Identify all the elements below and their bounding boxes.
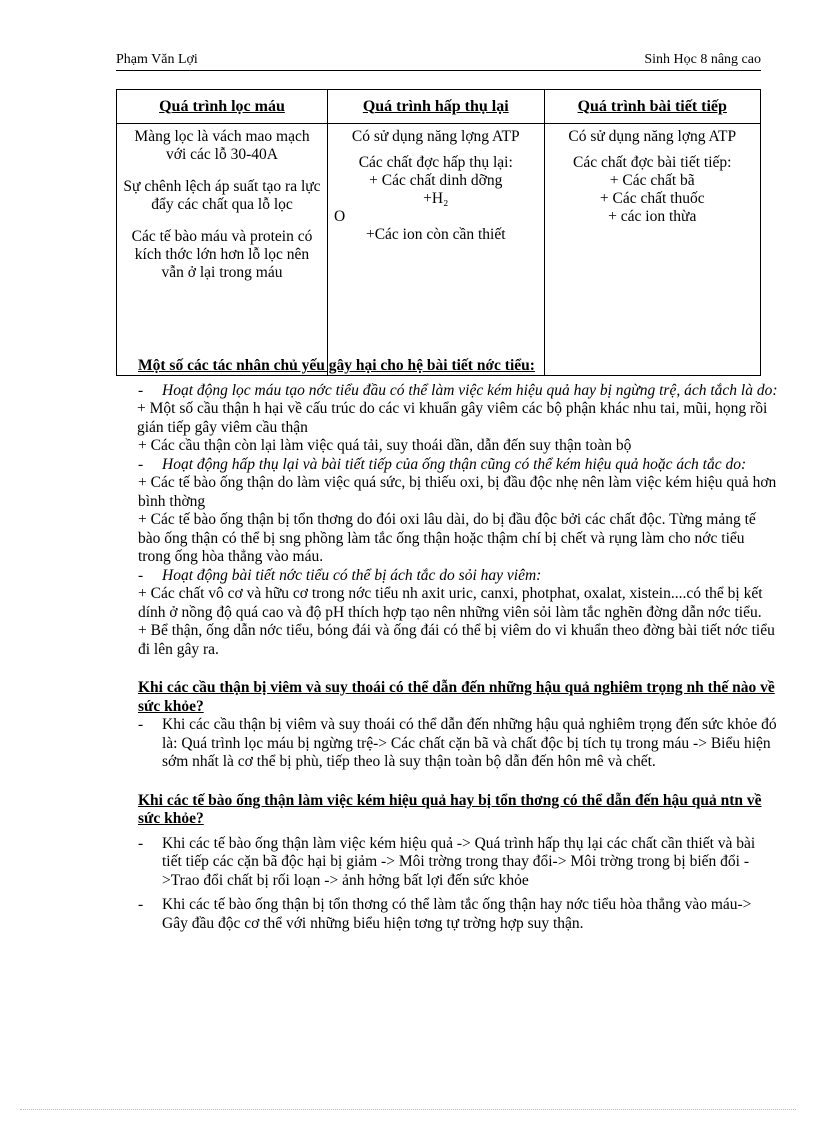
paragraph: + Các chất vô cơ và hữu cơ trong nớc tiểu nh axit uric, canxi, photphat, oxalat, xistein....có thể bị kết dính ở nồng độ quá cao và độ pH thích hợp tạo nên những viên sỏi làm tắc nghẽn đờng dẫn nớc tiểu. [138, 585, 763, 621]
cell-text: Các chất đợc hấp thụ lại: [358, 154, 513, 171]
section-heading: Khi các cầu thận bị viêm và suy thoái có thể dẫn đến những hậu quả nghiêm trọng nh thế nào về sức khỏe? [138, 679, 775, 715]
bullet-paragraph: - Khi các tế bào ống thận làm việc kém hiệu quả -> Quá trình hấp thụ lại các chất cần thiết và bài tiết tiếp các cặn bã độc hại bị giảm -> Môi trờng trong thay đổi-> Môi trờng trong bị biến đổi ->Trao đổi chất bị rối loạn -> ảnh hởng bất lợi đến sức khỏe [138, 835, 778, 891]
cell-text: Có sử dụng năng lợng ATP [351, 128, 520, 145]
paragraph: + Các tế bào ống thận bị tổn thơng do đói oxi lâu dài, do bị đầu độc bởi các chất độc. Từng mảng tế bào ống thận có thể bị sng phồng làm tắc ống thận hoặc thậm chí bị chết và rụng làm cho nớc tiểu trong ống hòa thẳng vào máu. [138, 511, 756, 565]
table-header-filtration: Quá trình lọc máu [117, 90, 328, 124]
paragraph: + Bể thận, ống dẫn nớc tiểu, bóng đái và ống đái có thể bị viêm do vi khuẩn theo đờng bài tiết nớc tiểu đi lên gây ra. [138, 622, 775, 658]
bullet-paragraph: - Khi các tế bào ống thận bị tổn thơng có thể làm tắc ống thận hay nớc tiểu hòa thẳng vào máu-> Gây đầu độc cơ thể với những biểu hiện tơng tự trờng hợp suy thận. [138, 896, 778, 933]
paragraph: + Các cầu thận còn lại làm việc quá tải, suy thoái dần, dẫn đến suy thận toàn bộ [138, 437, 632, 454]
cell-text: Màng lọc là vách mao mạch với các lỗ 30-40A [134, 128, 310, 163]
cell-text: Có sử dụng năng lợng ATP [568, 128, 737, 145]
paragraph: + Các tế bào ống thận do làm việc quá sức, bị thiếu oxi, bị đầu độc nhẹ nên làm việc kém hiệu quả hơn bình thờng [138, 474, 777, 510]
cell-text: O [334, 208, 346, 225]
section-heading: Khi các tế bào ống thận làm việc kém hiệu quả hay bị tổn thơng có thể dẫn đến hậu quả ntn về sức khỏe? [138, 791, 762, 827]
section-heading: Một số các tác nhân chủ yếu gây hại cho hệ bài tiết nớc tiểu: [138, 357, 535, 374]
subject-title: Sinh Học 8 nâng cao [644, 52, 761, 67]
cell-text: Các tế bào máu và protein có kích thớc lớn hơn lỗ lọc nên vẫn ở lại trong máu [131, 228, 313, 281]
italic-bullet: - Hoạt động hấp thụ lại và bài tiết tiếp của ống thận cũng có thể kém hiệu quả hoặc ách tắc do: [138, 456, 778, 475]
author-name: Phạm Văn Lợi [116, 52, 198, 67]
table-cell-filtration [117, 124, 328, 376]
cell-text: Các chất đợc bài tiết tiếp: [573, 154, 732, 171]
page-header [116, 52, 761, 71]
page-footer-line [20, 1109, 796, 1111]
table-cell-secretion [544, 124, 761, 376]
cell-text: +H₂ [423, 190, 449, 207]
process-table [116, 89, 761, 376]
cell-text: + Các chất thuốc [599, 190, 705, 207]
cell-text: + Các chất dinh dỡng [369, 172, 503, 189]
italic-bullet: - Hoạt động lọc máu tạo nớc tiểu đầu có thể làm việc kém hiệu quả hay bị ngừng trệ, ách tắch là do: [138, 382, 778, 401]
table-cell-reabsorption [328, 124, 545, 376]
table-header-reabsorption: Quá trình hấp thụ lại [328, 90, 545, 124]
paragraph: + Một số cầu thận h hại về cấu trúc do các vi khuẩn gây viêm các bộ phận khác nhu tai, mũi, họng rồi gián tiếp gây viêm cầu thận [137, 400, 768, 436]
document-body [138, 357, 778, 933]
cell-text: + Các chất bã [609, 172, 695, 189]
italic-bullet: - Hoạt động bài tiết nớc tiểu có thể bị ách tắc do sỏi hay viêm: [138, 567, 778, 586]
table-header-secretion: Quá trình bài tiết tiếp [544, 90, 761, 124]
bullet-paragraph: - Khi các cầu thận bị viêm và suy thoái có thể dẫn đến những hậu quả nghiêm trọng đến sức khỏe đó là: Quá trình lọc máu bị ngừng trệ-> Các chất cặn bã và chất độc bị tích tụ trong máu -> Biểu hiện sớm nhất là cơ thể bị phù, tiếp theo là suy thận toàn bộ dẫn đến hôn mê và chết. [138, 716, 778, 772]
cell-text: Sự chênh lệch áp suất tạo ra lực đẩy các chất qua lỗ lọc [123, 178, 321, 213]
cell-text: +Các ion còn cần thiết [365, 226, 506, 243]
cell-text: + các ion thừa [608, 208, 697, 225]
